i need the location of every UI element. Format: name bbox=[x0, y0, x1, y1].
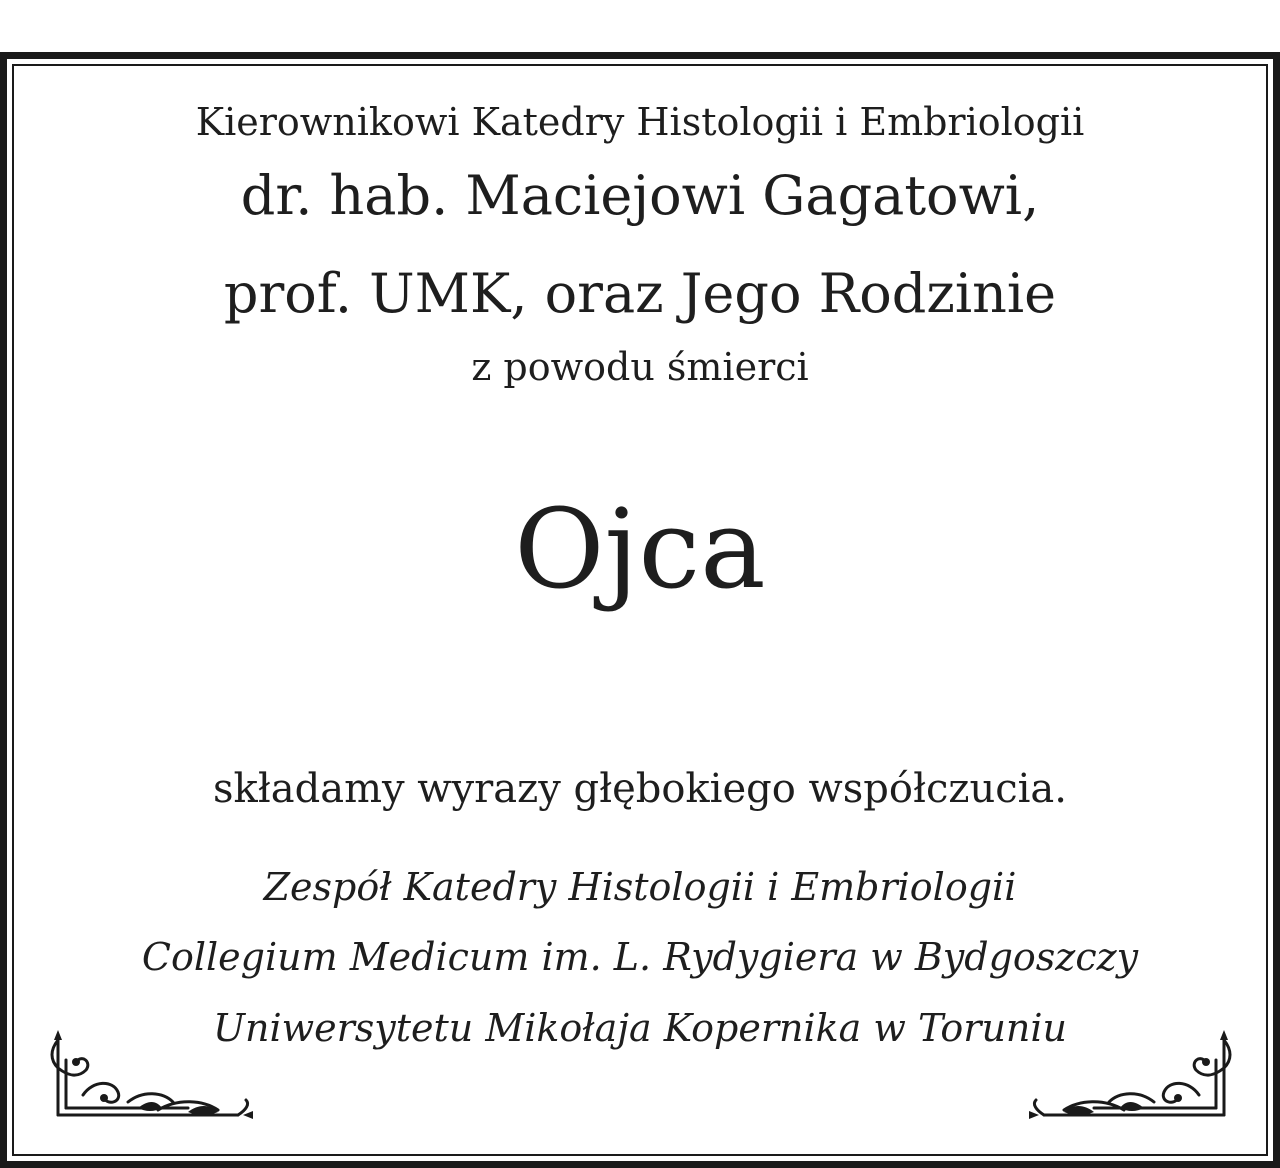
recipient-title-family: prof. UMK, oraz Jego Rodzinie bbox=[223, 262, 1057, 325]
signature-line-1: Zespół Katedry Histologii i Embriologii bbox=[263, 865, 1017, 909]
reason-text: z powodu śmierci bbox=[471, 345, 809, 389]
recipient-name: dr. hab. Maciejowi Gagatowi, bbox=[240, 164, 1040, 227]
recipient-position: Kierownikowi Katedry Histologii i Embriologii bbox=[195, 100, 1085, 144]
signature-line-3: Uniwersytetu Mikołaja Kopernika w Toruniu bbox=[212, 1006, 1068, 1050]
condolence-text: składamy wyrazy głębokiego współczucia. bbox=[213, 766, 1067, 812]
signature-line-2: Collegium Medicum im. L. Rydygiera w Bydgoszczy bbox=[141, 935, 1139, 979]
deceased-relation: Ojca bbox=[514, 485, 766, 613]
corner-flourish-right-icon bbox=[1024, 1020, 1244, 1130]
corner-flourish-left-icon bbox=[38, 1020, 258, 1130]
